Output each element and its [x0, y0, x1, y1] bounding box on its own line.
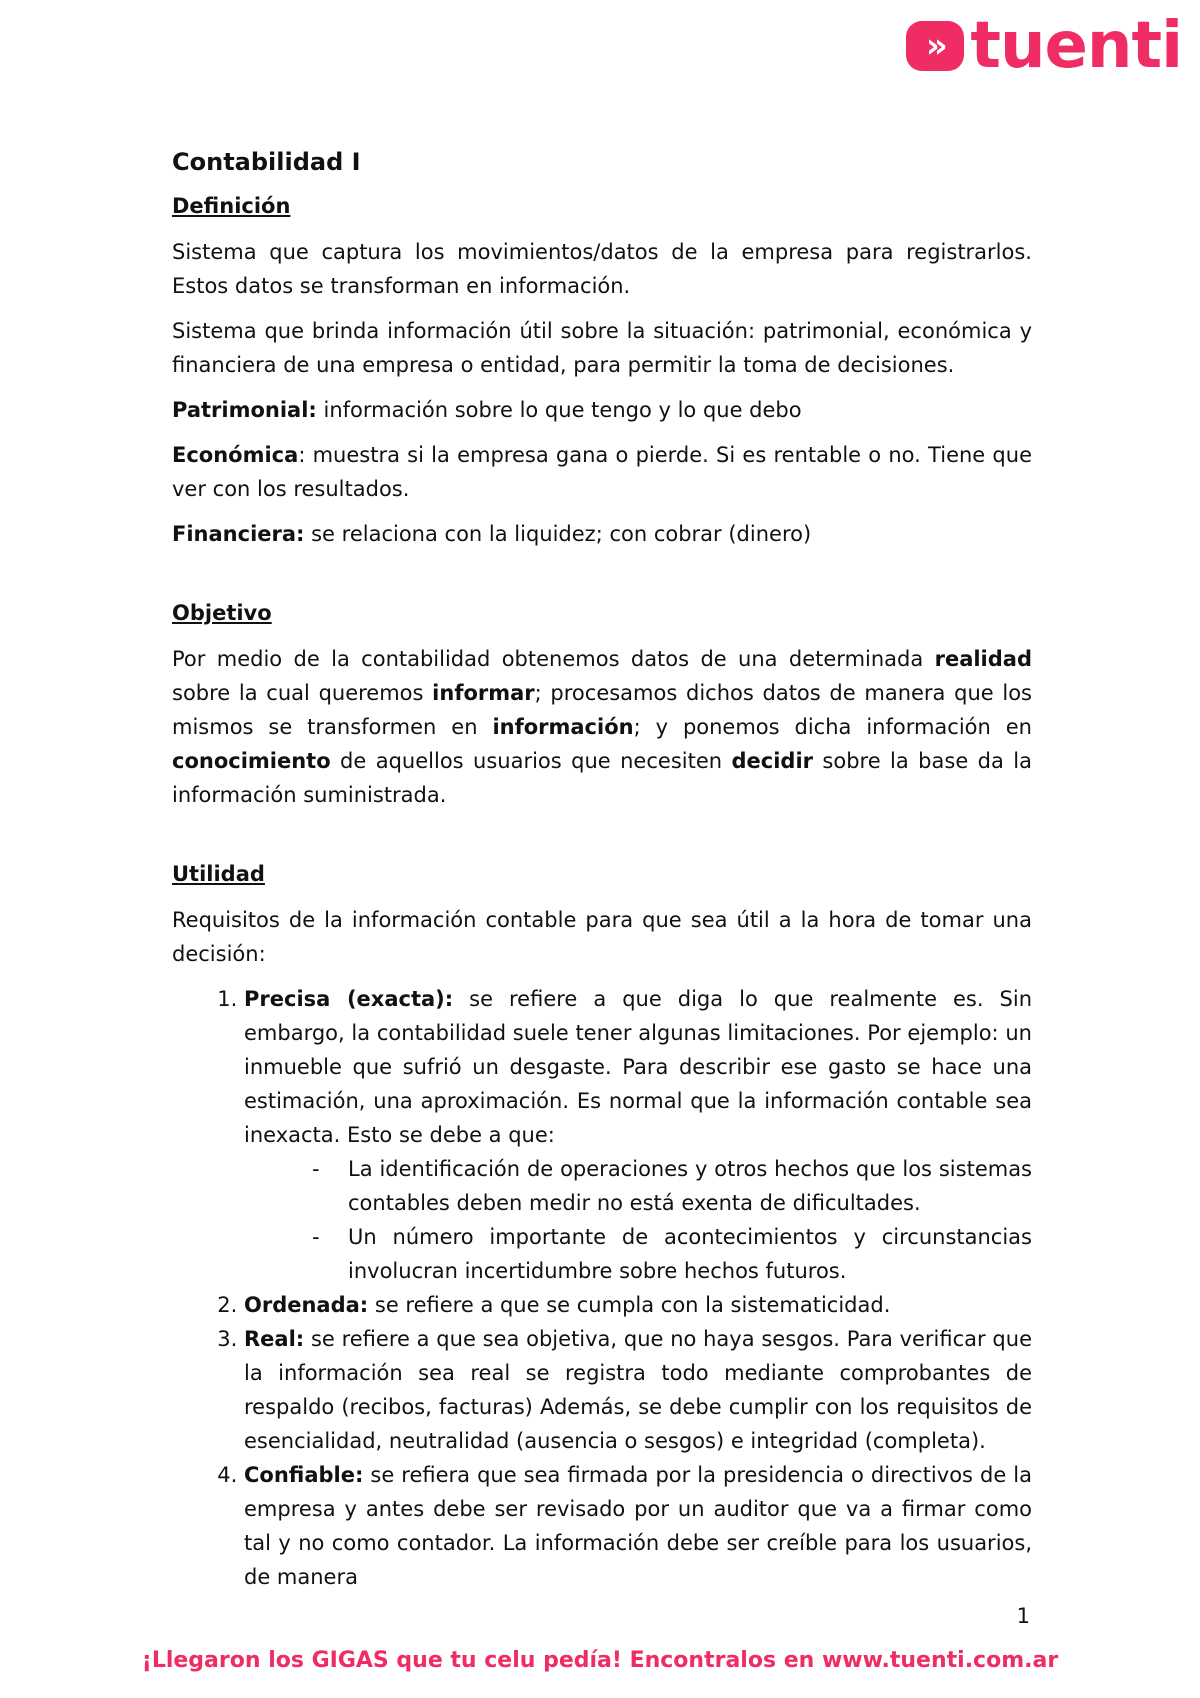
economica-text: : muestra si la empresa gana o pierde. Si es rentable o no. Tiene que ver con los resultados.	[172, 443, 1032, 501]
requisito-text: se refiere a que se cumpla con la sistematicidad.	[368, 1293, 891, 1317]
requisito-label: Confiable:	[244, 1463, 364, 1487]
objetivo-text-2: sobre la cual queremos	[172, 681, 433, 705]
objetivo-bold-informar: informar	[432, 681, 535, 705]
objetivo-text-6: sobre la base da la información suministrada.	[172, 749, 1032, 807]
requisito-text: se refiere a que sea objetiva, que no haya sesgos. Para verificar que la información sea real se registra todo mediante comprobantes de respaldo (recibos, facturas) Además, se debe cumplir con los requisitos de esencialidad, neutralidad (ausencia o sesgos) e integridad (completa).	[244, 1327, 1032, 1453]
financiera-text: se relaciona con la liquidez; con cobrar (dinero)	[304, 522, 812, 546]
heading-utilidad: Utilidad	[172, 862, 265, 886]
page-number: 1	[1016, 1604, 1030, 1628]
requisito-item-real	[244, 1322, 1032, 1458]
requisito-item-ordenada	[244, 1288, 1032, 1322]
patrimonial-text: información sobre lo que tengo y lo que debo	[316, 398, 802, 422]
requisito-label: Precisa (exacta):	[244, 987, 454, 1011]
sublist-item: - Un número importante de acontecimientos y circunstancias involucran incertidumbre sobre hechos futuros.	[348, 1220, 1032, 1288]
objetivo-text-5: de aquellos usuarios que necesiten	[330, 749, 732, 773]
financiera-paragraph	[172, 517, 1032, 551]
objetivo-bold-decidir: decidir	[731, 749, 813, 773]
sublist-item: - La identificación de operaciones y otros hechos que los sistemas contables deben medir no está exenta de dificultades.	[348, 1152, 1032, 1220]
objetivo-paragraph	[172, 642, 1032, 812]
objetivo-bold-informacion: información	[492, 715, 634, 739]
requisito-label: Ordenada:	[244, 1293, 369, 1317]
requisito-item-precisa	[244, 982, 1032, 1288]
objetivo-text-3: ; procesamos dichos datos de manera que los mismos se transformen en	[172, 681, 1033, 739]
tuenti-logo-wordmark: tuenti	[970, 9, 1182, 83]
tuenti-logo-mark: »	[906, 21, 964, 71]
requisito-item-confiable	[244, 1458, 1032, 1594]
requisito-text: se refiera que sea firmada por la presidencia o directivos de la empresa y antes debe ser revisado por un auditor que va a firmar como tal y no como contador. La información debe ser creíble para los usuarios, de manera	[244, 1463, 1032, 1589]
economica-paragraph	[172, 438, 1032, 506]
definicion-paragraph-1: Sistema que captura los movimientos/datos de la empresa para registrarlos. Estos datos se transforman en información.	[172, 240, 1032, 298]
economica-label: Económica	[172, 443, 299, 467]
document-title: Contabilidad I	[172, 148, 361, 176]
patrimonial-label: Patrimonial:	[172, 398, 317, 422]
requisitos-list	[172, 982, 1032, 1594]
financiera-label: Financiera:	[172, 522, 305, 546]
objetivo-text-1: Por medio de la contabilidad obtenemos datos de una determinada	[172, 647, 935, 671]
heading-definicion: Definición	[172, 194, 291, 218]
promo-banner-link[interactable]: ¡Llegaron los GIGAS que tu celu pedía! Encontralos en www.tuenti.com.ar	[141, 1648, 1059, 1673]
requisito-text: se refiere a que diga lo que realmente es. Sin embargo, la contabilidad suele tener algunas limitaciones. Por ejemplo: un inmueble que sufrió un desgaste. Para describir ese gasto se hace una estimación, una aproximación. Es normal que la información contable sea inexacta. Esto se debe a que:	[244, 987, 1033, 1147]
utilidad-intro: Requisitos de la información contable para que sea útil a la hora de tomar una decisión:	[172, 908, 1032, 966]
objetivo-text-4: ; y ponemos dicha información en	[633, 715, 1032, 739]
limitaciones-sublist	[244, 1152, 1032, 1288]
definicion-paragraph-2: Sistema que brinda información útil sobre la situación: patrimonial, económica y financiera de una empresa o entidad, para permitir la toma de decisiones.	[172, 319, 1032, 377]
objetivo-bold-conocimiento: conocimiento	[172, 749, 331, 773]
requisito-label: Real:	[244, 1327, 305, 1351]
patrimonial-paragraph	[172, 393, 1032, 427]
heading-objetivo: Objetivo	[172, 601, 272, 625]
tuenti-logo	[906, 9, 1182, 83]
objetivo-bold-realidad: realidad	[934, 647, 1032, 671]
document-body	[172, 145, 1032, 1594]
